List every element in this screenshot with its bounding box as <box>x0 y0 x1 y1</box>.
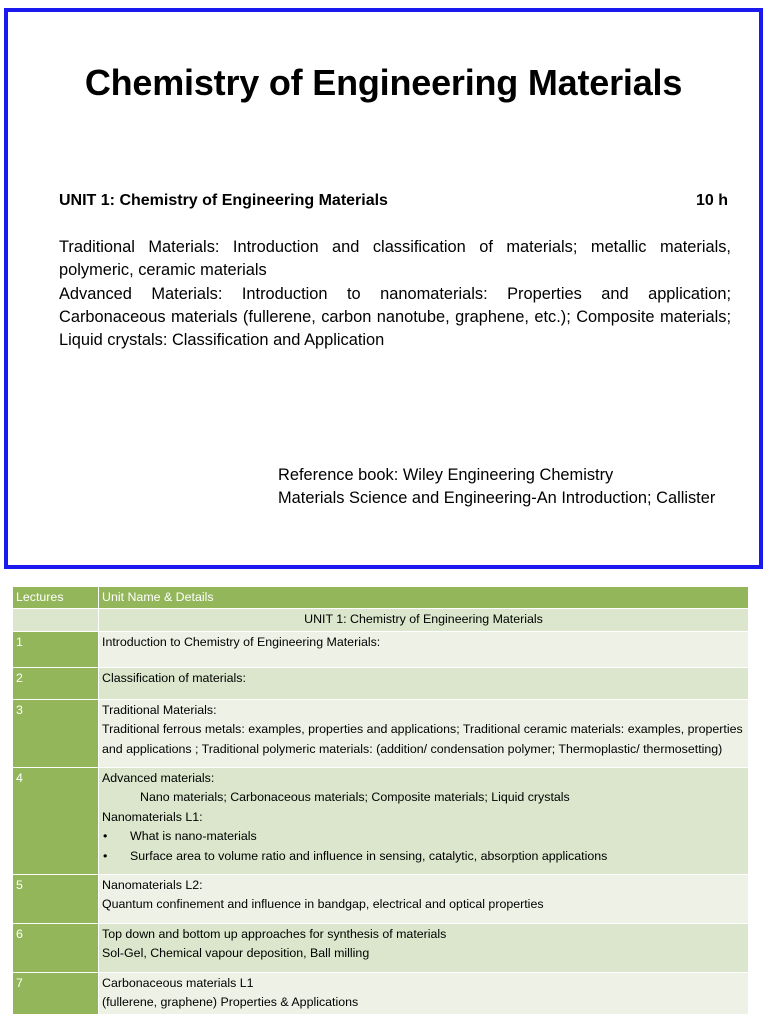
lecture-number: 1 <box>13 631 99 667</box>
lecture-number: 5 <box>13 875 99 924</box>
advanced-materials-paragraph: Advanced Materials: Introduction to nanomaterials: Properties and application; Carbonaceous materials (fullerene, carbon nanotube, graphene, etc.); Composite materials; Liquid crystals: Classification and Application <box>59 284 731 350</box>
lecture-number: 7 <box>13 972 99 1014</box>
detail-line: Sol-Gel, Chemical vapour deposition, Ball milling <box>102 946 370 961</box>
table-row <box>13 972 749 1014</box>
unit-title-blank-cell <box>13 609 99 631</box>
lecture-details <box>99 699 749 767</box>
detail-line: Top down and bottom up approaches for synthesis of materials <box>102 926 447 941</box>
traditional-materials-paragraph: Traditional Materials: Introduction and classification of materials; metallic materials, polymeric, ceramic materials <box>59 238 731 280</box>
unit-title-cell: UNIT 1: Chemistry of Engineering Materials <box>99 609 749 631</box>
slide-title: Chemistry of Engineering Materials <box>84 62 683 103</box>
lecture-details <box>99 631 749 667</box>
detail-line: Nanomaterials L1: <box>102 809 203 824</box>
table-row <box>13 667 749 699</box>
detail-line: Traditional ferrous metals: examples, properties and applications; Traditional ceramic materials: examples, properties and applications ; Traditional polymeric materials: (addition/ condensation polymer; Thermoplastic/ thermosetting) <box>102 722 743 756</box>
table-row <box>13 875 749 924</box>
lecture-plan-table <box>12 586 749 1015</box>
table-row <box>13 768 749 875</box>
unit-hours: 10 h <box>695 192 728 209</box>
detail-line: Introduction to Chemistry of Engineering Materials: <box>102 634 381 649</box>
table-header-row <box>13 587 749 609</box>
lecture-details <box>99 875 749 924</box>
table-row <box>13 631 749 667</box>
detail-line: Nano materials; Carbonaceous materials; Composite materials; Liquid crystals <box>140 790 570 805</box>
reference-line-2: Materials Science and Engineering-An Introduction; Callister <box>278 489 716 508</box>
header-unit-details: Unit Name & Details <box>99 587 749 609</box>
lecture-details <box>99 923 749 972</box>
detail-line: Carbonaceous materials L1 <box>102 975 254 990</box>
syllabus-slide <box>4 8 763 569</box>
unit-title-row <box>13 609 749 631</box>
detail-line: Advanced materials: <box>102 771 215 786</box>
header-lectures: Lectures <box>13 587 99 609</box>
unit-heading-line <box>59 192 728 210</box>
lecture-number: 3 <box>13 699 99 767</box>
reference-books <box>278 464 715 511</box>
reference-line-1: Reference book: Wiley Engineering Chemistry <box>278 466 614 484</box>
lecture-number: 2 <box>13 667 99 699</box>
lecture-number: 4 <box>13 768 99 875</box>
table-row <box>13 699 749 767</box>
detail-line: Quantum confinement and influence in bandgap, electrical and optical properties <box>102 897 544 912</box>
detail-line: (fullerene, graphene) Properties & Applications <box>102 995 359 1010</box>
lecture-details <box>99 667 749 699</box>
bullet-item: • What is nano-materials <box>130 827 745 846</box>
lecture-details <box>99 972 749 1014</box>
detail-line: Nanomaterials L2: <box>102 878 203 893</box>
bullet-list <box>102 827 745 866</box>
lecture-number: 6 <box>13 923 99 972</box>
table-row <box>13 923 749 972</box>
lecture-details <box>99 768 749 875</box>
syllabus-text <box>59 236 731 352</box>
detail-line: Traditional Materials: <box>102 702 217 717</box>
bullet-item: • Surface area to volume ratio and influence in sensing, catalytic, absorption applications <box>130 847 745 866</box>
detail-line: Classification of materials: <box>102 670 246 685</box>
unit-heading: UNIT 1: Chemistry of Engineering Materials <box>59 192 388 209</box>
